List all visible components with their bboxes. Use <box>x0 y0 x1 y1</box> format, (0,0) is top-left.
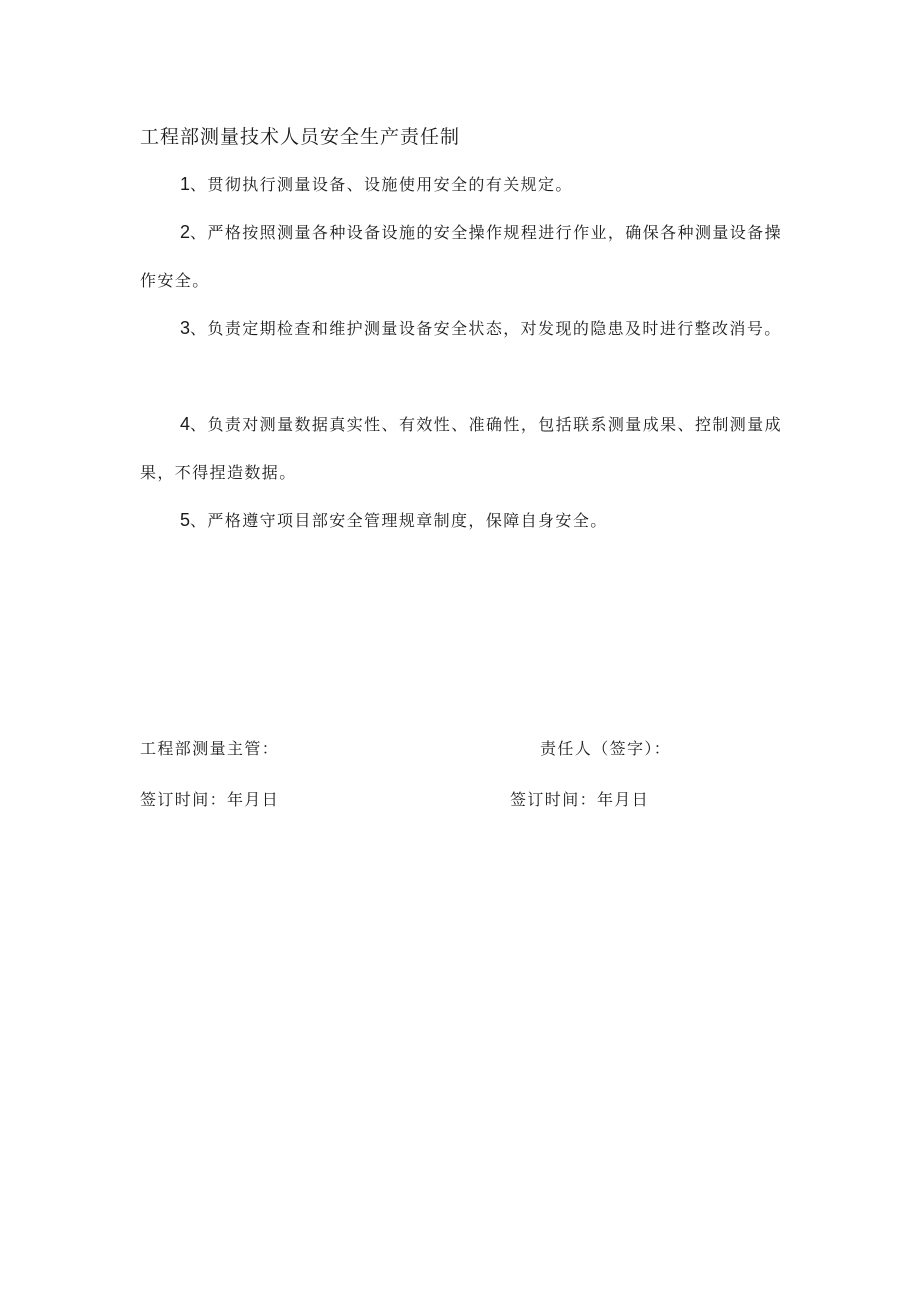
clause-4 <box>140 400 782 497</box>
clause-5 <box>140 496 782 545</box>
supervisor-signature-label: 工程部测量主管： <box>140 739 280 758</box>
clause-3 <box>140 304 782 353</box>
clause-number: 3 <box>180 318 191 338</box>
clause-number: 1 <box>180 174 191 194</box>
clause-1 <box>140 160 782 209</box>
clause-text: 、严格按照测量各种设备设施的安全操作规程进行作业，确保各种测量设备操作安全。 <box>140 223 782 290</box>
clause-number: 2 <box>180 222 191 242</box>
clause-number: 5 <box>180 510 191 530</box>
clause-text: 、贯彻执行测量设备、设施使用安全的有关规定。 <box>190 175 573 194</box>
clause-number: 4 <box>180 414 191 434</box>
document-title: 工程部测量技术人员安全生产责任制 <box>140 126 461 148</box>
responsible-person-signature-label: 责任人（签字）： <box>540 739 672 758</box>
clause-text: 、严格遵守项目部安全管理规章制度，保障自身安全。 <box>190 511 608 530</box>
clause-text: 、负责对测量数据真实性、有效性、准确性，包括联系测量成果、控制测量成果，不得捏造数据。 <box>140 415 782 482</box>
clause-text: 、负责定期检查和维护测量设备安全状态，对发现的隐患及时进行整改消号。 <box>190 319 782 338</box>
clause-2 <box>140 208 782 305</box>
signing-date-left: 签订时间：年月日 <box>140 790 280 809</box>
signing-date-right: 签订时间：年月日 <box>510 790 650 809</box>
